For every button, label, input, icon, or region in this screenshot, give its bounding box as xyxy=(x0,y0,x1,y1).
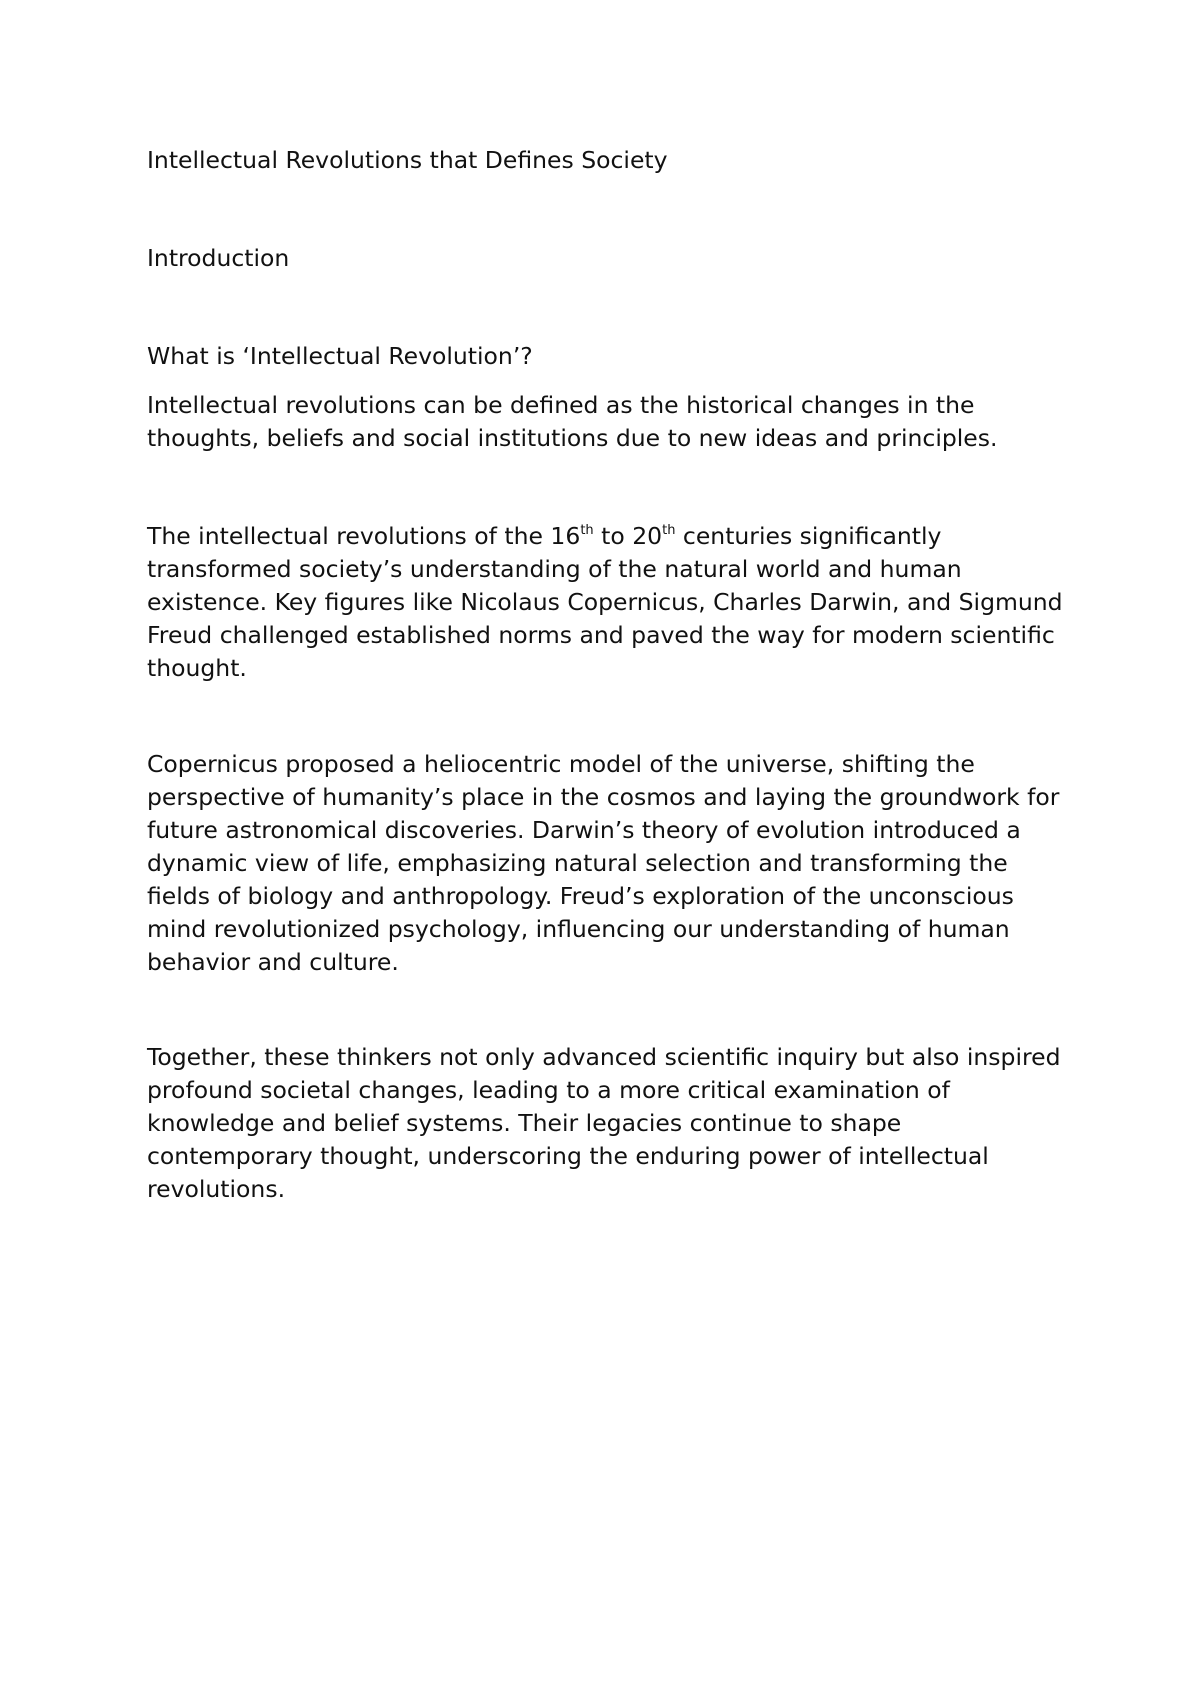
paragraph-overview-text-start: The intellectual revolutions of the 16 xyxy=(147,522,581,550)
paragraph-overview xyxy=(147,520,1067,685)
ordinal-superscript-16: th xyxy=(580,523,594,538)
paragraph-overview-text-middle: to 20 xyxy=(593,522,663,550)
paragraph-overview-text-end: centuries significantly transformed society’s understanding of the natural world and human existence. Key figures like Nicolaus Copernicus, Charles Darwin, and Sigmund Freud challenged established norms and paved the way for modern scientific thought. xyxy=(147,522,1063,682)
paragraph-definition: Intellectual revolutions can be defined as the historical changes in the thoughts, beliefs and social institutions due to new ideas and principles. xyxy=(147,391,998,452)
paragraph-key-figures: Copernicus proposed a heliocentric model of the universe, shifting the perspective of humanity’s place in the cosmos and laying the groundwork for future astronomical discoveries. Darwin’s theory of evolution introduced a dynamic view of life, emphasizing natural selection and transforming the fields of biology and anthropology. Freud’s exploration of the unconscious mind revolutionized psychology, influencing our understanding of human behavior and culture. xyxy=(147,750,1060,976)
question-heading: What is ‘Intellectual Revolution’? xyxy=(147,342,533,370)
document-title: Intellectual Revolutions that Defines Society xyxy=(147,146,668,174)
section-heading-introduction: Introduction xyxy=(147,244,290,272)
ordinal-superscript-20: th xyxy=(662,523,676,538)
paragraph-conclusion: Together, these thinkers not only advanced scientific inquiry but also inspired profound societal changes, leading to a more critical examination of knowledge and belief systems. Their legacies continue to shape contemporary thought, underscoring the enduring power of intellectual revolutions. xyxy=(147,1043,1061,1203)
